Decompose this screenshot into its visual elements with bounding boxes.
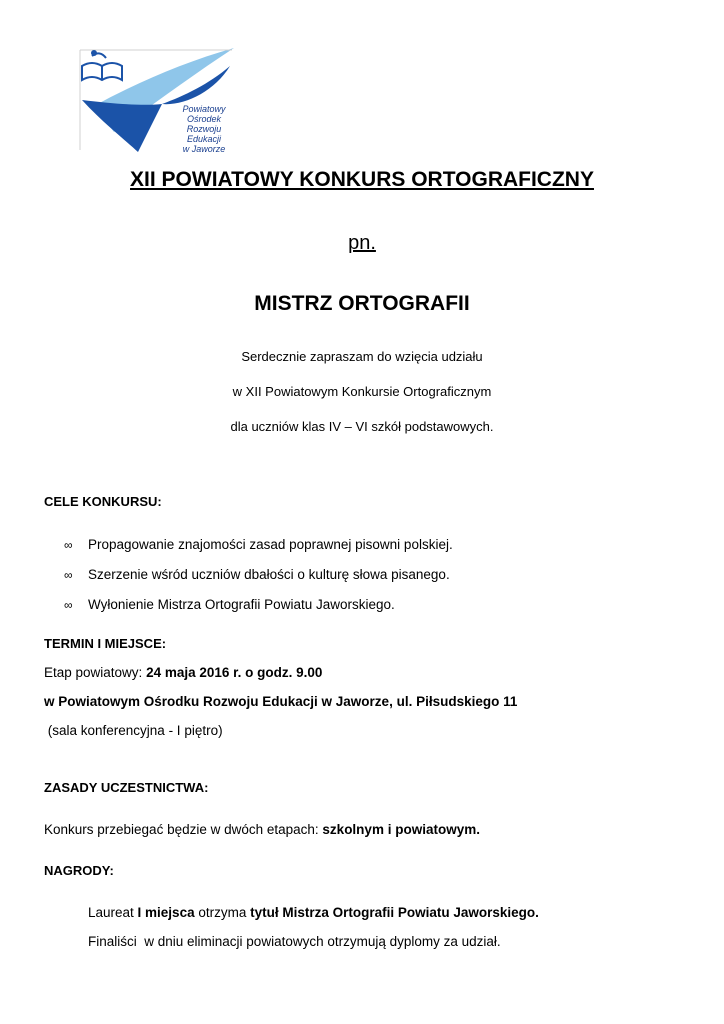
logo-text — [170, 104, 238, 154]
nagrody-line-2: Finaliści w dniu eliminacji powiatowych otrzymują dyplomy za udział. — [88, 934, 501, 949]
invitation-line-3: dla uczniów klas IV – VI szkół podstawowych. — [230, 419, 494, 434]
invitation-text — [0, 348, 724, 453]
cele-list — [64, 536, 453, 626]
zasady-text — [44, 822, 480, 837]
etap-date: 24 maja 2016 r. o godz. 9.00 — [146, 665, 323, 680]
invitation-line-2: w XII Powiatowym Konkursie Ortograficznym — [232, 384, 492, 399]
title-award-text: tytuł Mistrza Ortografii Powiatu Jaworskiego. — [250, 905, 539, 920]
document-title: XII POWIATOWY KONKURS ORTOGRAFICZNY — [130, 168, 594, 191]
list-item-text: Szerzenie wśród uczniów dbałości o kulturę słowa pisanego. — [88, 567, 450, 582]
list-item-text: Propagowanie znajomości zasad poprawnej pisowni polskiej. — [88, 537, 453, 552]
otrzyma-text: otrzyma — [194, 905, 251, 920]
etap-label: Etap powiatowy: — [44, 665, 147, 680]
list-item — [64, 536, 453, 566]
laureat-text: Laureat — [88, 905, 138, 920]
logo-line-1: Powiatowy Ośrodek — [182, 104, 226, 124]
nagrody-line-1 — [88, 905, 539, 920]
infinity-bullet-icon: ∞ — [64, 598, 73, 612]
infinity-bullet-icon: ∞ — [64, 538, 73, 552]
list-item — [64, 566, 453, 596]
open-book-icon — [82, 50, 122, 80]
pn-label: pn. — [348, 232, 376, 254]
cele-heading: CELE KONKURSU: — [44, 494, 162, 509]
zasady-heading: ZASADY UCZESTNICTWA: — [44, 780, 209, 795]
list-item — [64, 596, 453, 626]
first-place-text: I miejsca — [137, 905, 195, 920]
zasady-prefix: Konkurs przebiegać będzie w dwóch etapach: — [44, 822, 323, 837]
etap-line — [44, 665, 322, 680]
list-item-text: Wyłonienie Mistrza Ortografii Powiatu Jaworskiego. — [88, 597, 395, 612]
pore-logo — [74, 44, 234, 156]
place-line: w Powiatowym Ośrodku Rozwoju Edukacji w Jaworze, ul. Piłsudskiego 11 — [44, 694, 518, 709]
competition-name: MISTRZ ORTOGRAFII — [254, 292, 470, 315]
zasady-stages: szkolnym i powiatowym. — [322, 822, 480, 837]
infinity-bullet-icon: ∞ — [64, 568, 73, 582]
logo-line-3: w Jaworze — [182, 144, 226, 154]
nagrody-heading: NAGRODY: — [44, 863, 114, 878]
logo-line-2: Rozwoju Edukacji — [186, 124, 222, 144]
room-line: (sala konferencyjna - I piętro) — [44, 723, 223, 738]
termin-heading: TERMIN I MIEJSCE: — [44, 636, 167, 651]
invitation-line-1: Serdecznie zapraszam do wzięcia udziału — [241, 349, 483, 364]
